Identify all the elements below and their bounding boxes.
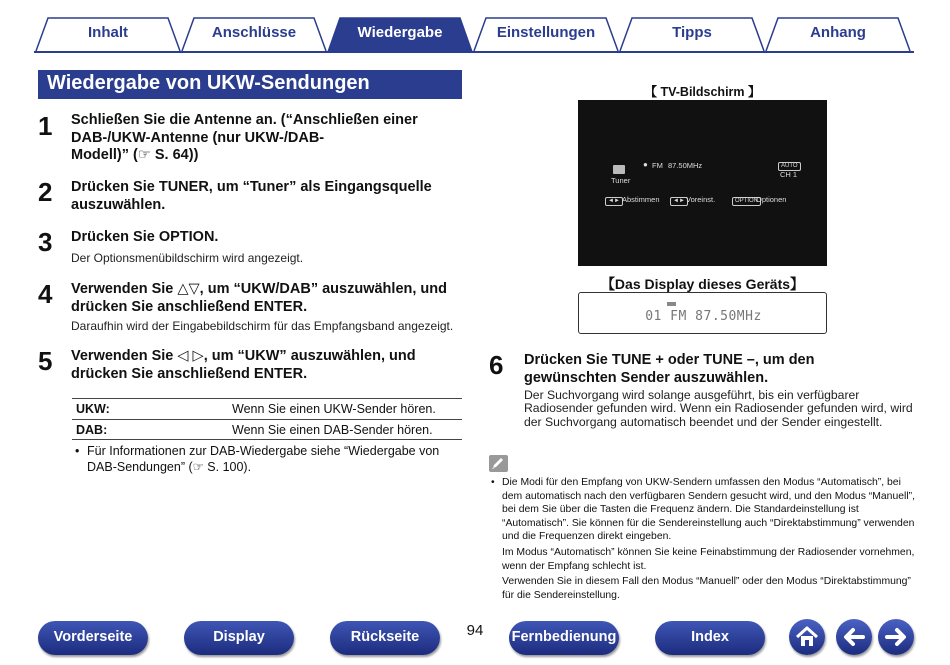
display-button[interactable]: Display: [184, 621, 294, 655]
tab-label: Inhalt: [88, 24, 128, 41]
hint-option: Optionen: [756, 195, 787, 204]
back-button[interactable]: [836, 619, 872, 655]
arrow-left-icon: [836, 619, 872, 655]
option-value: Wenn Sie einen UKW-Sender hören.: [232, 402, 436, 416]
arrow-right-icon: [878, 619, 914, 655]
options-table: [72, 398, 462, 440]
tab-label: Tipps: [672, 24, 712, 41]
tv-screen: [578, 100, 827, 266]
preset-button-icon: ◄►: [670, 197, 688, 206]
note-text: Im Modus “Automatisch” können Sie keine Feinabstimmung der Radiosender vornehmen, wenn der Empfang schlecht ist.: [502, 546, 915, 572]
hint-tune: Abstimmen: [622, 195, 660, 204]
channel-label: CH 1: [780, 170, 798, 179]
device-display: [578, 292, 827, 334]
forward-button[interactable]: [878, 619, 914, 655]
step-heading: Verwenden Sie ◁ ▷, um “UKW” auszuwählen, und drücken Sie anschließend ENTER.: [71, 348, 416, 382]
tab-label: Anhang: [810, 24, 866, 41]
table-row: [72, 398, 462, 419]
display-readout: 01 FM 87.50MHz: [645, 309, 762, 324]
hint-preset: Voreinst.: [686, 195, 716, 204]
home-icon: [789, 619, 825, 655]
list-item: [491, 476, 915, 544]
step-heading: Drücken Sie TUNE + oder TUNE –, um den gewünschten Sender auszuwählen.: [524, 352, 815, 386]
source-label: Tuner: [611, 176, 631, 185]
front-panel-button[interactable]: Vorderseite: [38, 621, 148, 655]
tab-anhang[interactable]: [764, 16, 912, 52]
page-title: Wiedergabe von UKW-Sendungen: [38, 70, 462, 99]
tab-wiedergabe[interactable]: [326, 16, 474, 52]
frequency: 87.50MHz: [668, 161, 703, 170]
index-button[interactable]: Index: [655, 621, 765, 655]
display-caption: 【Das Display dieses Geräts】: [600, 276, 805, 292]
tab-anschluesse[interactable]: [180, 16, 328, 52]
page-number: 94: [466, 622, 484, 639]
step-number: 4: [38, 279, 53, 309]
tv-caption: 【 TV-Bildschirm 】: [644, 85, 761, 99]
mode-badge: AUTO: [778, 162, 801, 171]
pencil-note-icon: [489, 455, 508, 472]
tab-inhalt[interactable]: [34, 16, 182, 52]
step-heading: Drücken Sie OPTION.: [71, 229, 219, 245]
option-key-badge: OPTION: [732, 197, 761, 206]
step-heading: Verwenden Sie △▽, um “UKW/DAB” auszuwählen, und drücken Sie anschließend ENTER.: [71, 281, 447, 315]
option-value: Wenn Sie einen DAB-Sender hören.: [232, 423, 433, 437]
tab-tipps[interactable]: [618, 16, 766, 52]
pointing-hand-icon: ☞: [137, 147, 151, 163]
rear-panel-button[interactable]: Rückseite: [330, 621, 440, 655]
option-key: UKW:: [76, 402, 110, 416]
step-number: 6: [489, 350, 504, 380]
step-heading: Drücken Sie TUNER, um “Tuner” als Eingangsquelle auszuwählen.: [71, 179, 432, 213]
tab-einstellungen[interactable]: [472, 16, 620, 52]
tuner-icon: [613, 165, 625, 174]
note-text: Verwenden Sie in diesem Fall den Modus “Manuell” oder den Modus “Direktabstimmung” für die Sendereinstellung.: [502, 576, 911, 601]
step-number: 1: [38, 111, 53, 141]
bullet-note: [75, 443, 463, 475]
step-number: 3: [38, 227, 53, 257]
step-text: Daraufhin wird der Eingabebildschirm für das Empfangsband angezeigt.: [71, 319, 454, 333]
step-number: 2: [38, 177, 53, 207]
remote-control-button[interactable]: Fernbedienung: [509, 621, 619, 655]
step-number: 5: [38, 346, 53, 376]
bullet-dot: •: [75, 444, 80, 458]
band-label: FM: [652, 161, 663, 170]
display-indicator-icon: [667, 302, 676, 306]
home-button[interactable]: [789, 619, 825, 655]
tune-button-icon: ◄►: [605, 197, 623, 206]
tab-label: Einstellungen: [496, 24, 596, 41]
step-text: Der Suchvorgang wird solange ausgeführt, bis ein verfügbarer Radiosender gefunden wird. Wenn ein Radiosender gefunden wird, wird der Suchvorgang automatisch beendet und der Sender eingestellt.: [524, 388, 913, 429]
step-text: Der Optionsmenübildschirm wird angezeigt.: [71, 251, 304, 265]
fm-indicator-icon: ●: [643, 160, 648, 169]
table-row: [72, 419, 462, 440]
note-text: Die Modi für den Empfang von UKW-Sendern umfassen den Modus “Automatisch”, bei dem automatisch nach den verfügbaren Sendern gesucht wird, und den Modus “Manuell”, bei dem Sie über die Tasten die Frequenz ändern. Die Standardeinstellung ist “Automatisch”. Sie können für die Sendereinstellung auch “Direktabstimmung” verwenden und die Frequenzen direkt eingeben.: [502, 477, 915, 543]
option-key: DAB:: [76, 423, 108, 437]
note-list: [491, 476, 915, 604]
tab-label: Anschlüsse: [211, 24, 297, 41]
step-heading: Schließen Sie die Antenne an. (“Anschließen einer DAB-/UKW-Antenne (nur UKW-/DAB- Modell)” (☞ S. 64)): [71, 112, 418, 163]
bullet-dot: •: [491, 477, 495, 488]
tab-label: Wiedergabe: [357, 24, 443, 41]
tab-bar: [34, 16, 914, 52]
bullet-text: Für Informationen zur DAB-Wiedergabe siehe “Wiedergabe von DAB-Sendungen” (☞ S. 100).: [87, 444, 440, 474]
